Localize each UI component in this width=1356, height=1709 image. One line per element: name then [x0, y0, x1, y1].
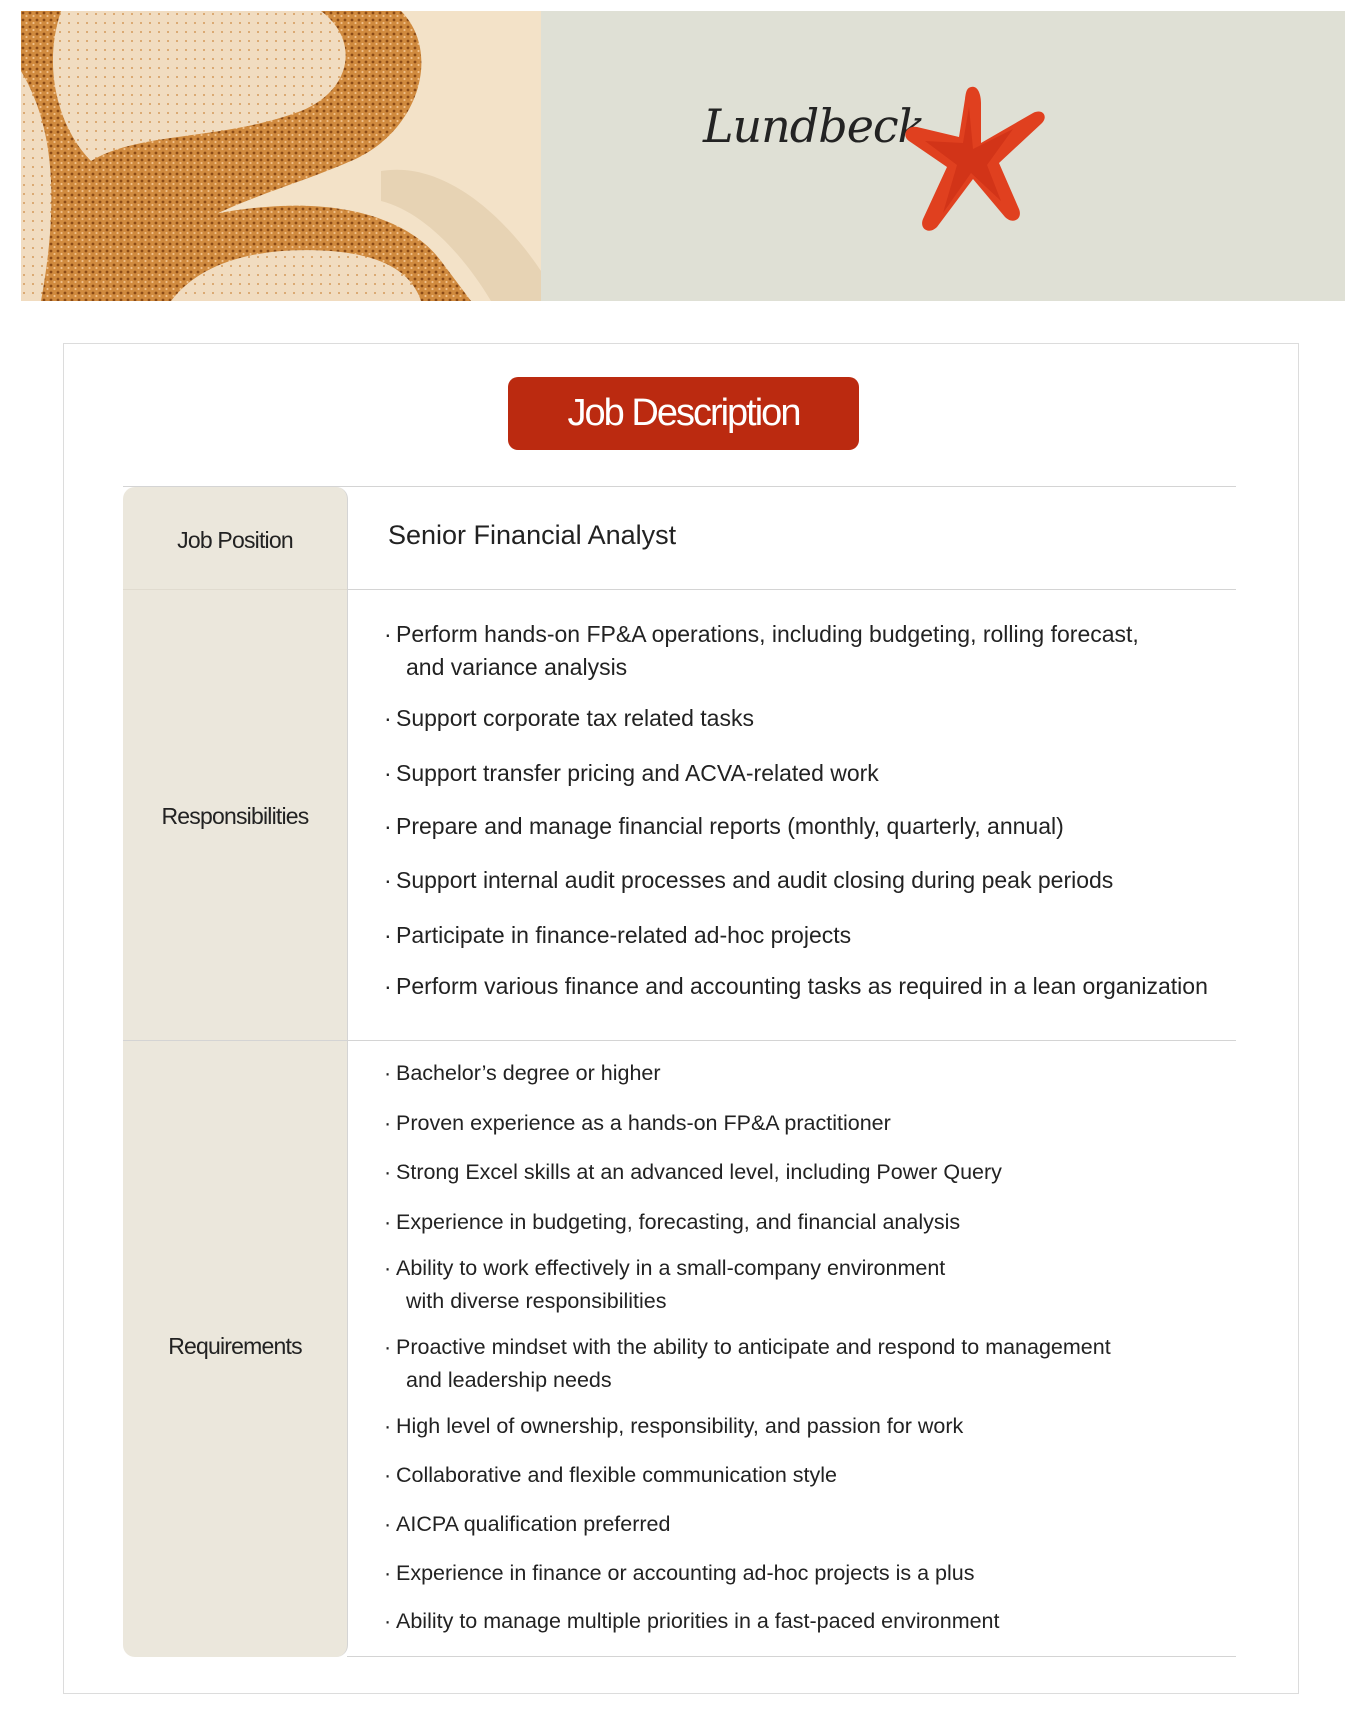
- header-banner: [21, 11, 1345, 301]
- job-position-value: Senior Financial Analyst: [388, 520, 677, 550]
- requirements-label: Requirements: [168, 1333, 302, 1359]
- divider: [347, 1656, 1236, 1657]
- page-title: Job Description: [508, 377, 859, 450]
- list-item: · Support transfer pricing and ACVA-related work: [384, 760, 879, 786]
- list-item: · Strong Excel skills at an advanced level, including Power Query: [384, 1160, 1002, 1184]
- list-item: · Ability to manage multiple priorities in a fast-paced environment: [384, 1609, 1000, 1633]
- job-position-label: Job Position: [177, 527, 293, 553]
- brain-tissue-illustration: [21, 11, 541, 301]
- list-item: · Prepare and manage financial reports (monthly, quarterly, annual): [384, 813, 1064, 839]
- list-item: · Collaborative and flexible communication style: [384, 1463, 837, 1487]
- list-item: · Experience in budgeting, forecasting, and financial analysis: [384, 1210, 961, 1234]
- red-starfish-logo-icon: [901, 79, 1051, 239]
- list-item: · Proven experience as a hands-on FP&A practitioner: [384, 1111, 891, 1135]
- list-item: · Perform various finance and accounting tasks as required in a lean organization: [384, 973, 1208, 999]
- list-item: · AICPA qualification preferred: [384, 1512, 671, 1536]
- list-item: · Proactive mindset with the ability to anticipate and respond to management and leadership needs: [384, 1335, 1111, 1392]
- lundbeck-logo: Lundbeck: [703, 99, 925, 153]
- divider: [123, 589, 347, 590]
- divider: [123, 486, 1236, 487]
- list-item: · Perform hands-on FP&A operations, including budgeting, rolling forecast, and variance analysis: [384, 621, 1139, 680]
- list-item: · Ability to work effectively in a small-company environment with diverse responsibilities: [384, 1256, 946, 1313]
- list-item: · Support internal audit processes and audit closing during peak periods: [384, 867, 1114, 893]
- list-item: · Support corporate tax related tasks: [384, 705, 754, 731]
- divider: [123, 1040, 1236, 1041]
- list-item: · High level of ownership, responsibility, and passion for work: [384, 1414, 964, 1438]
- list-item: · Experience in finance or accounting ad-hoc projects is a plus: [384, 1561, 975, 1585]
- list-item: · Bachelor’s degree or higher: [384, 1061, 661, 1085]
- label-column: [123, 487, 348, 1657]
- divider: [347, 589, 1236, 590]
- list-item: · Participate in finance-related ad-hoc projects: [384, 922, 852, 948]
- responsibilities-label: Responsibilities: [161, 803, 309, 829]
